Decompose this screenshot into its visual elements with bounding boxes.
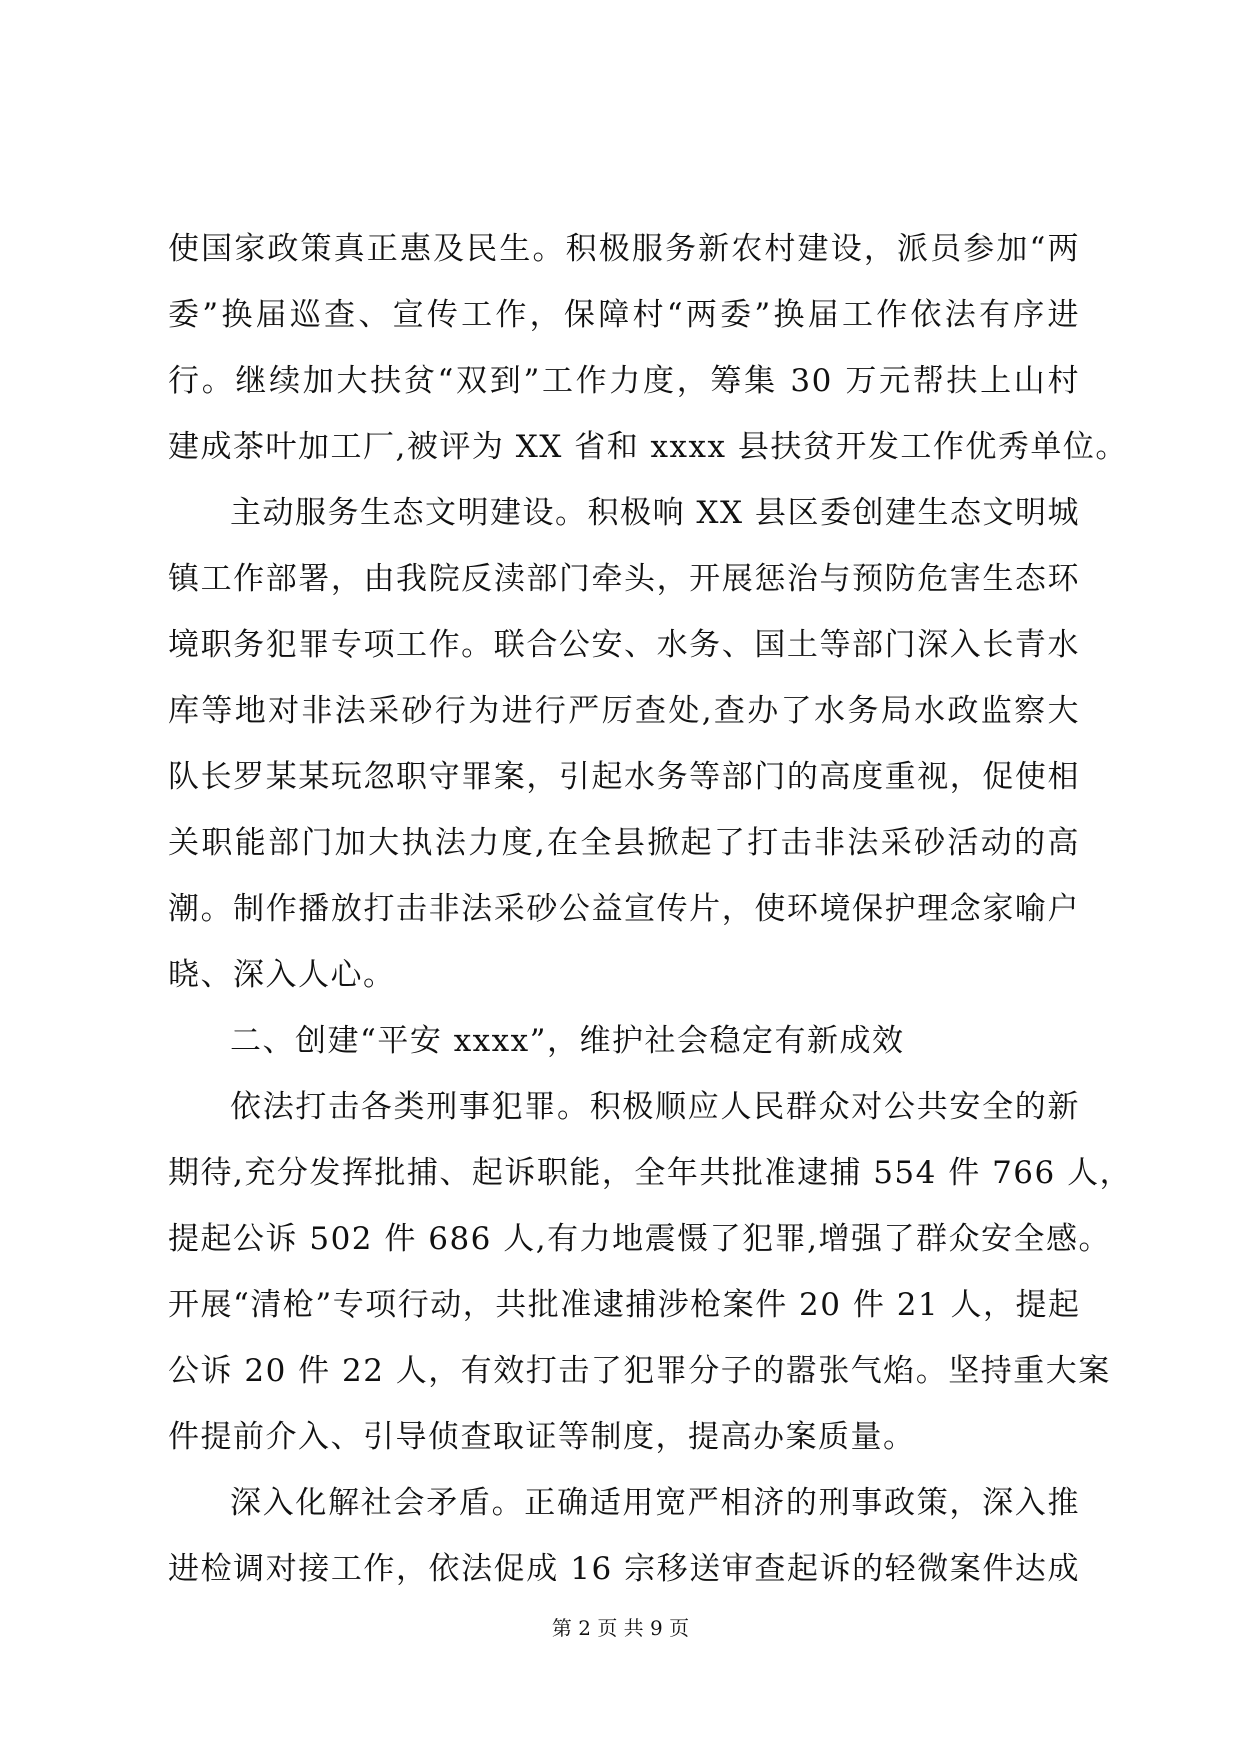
section-heading: 二、创建“平安 xxxx”，维护社会稳定有新成效 <box>230 1023 905 1059</box>
text-line: 进检调对接工作，依法促成 16 宗移送审查起诉的轻微案件达成 <box>168 1551 1080 1587</box>
text-line: 关职能部门加大执法力度,在全县掀起了打击非法采砂活动的高 <box>168 825 1080 861</box>
text-line: 委”换届巡查、宣传工作，保障村“两委”换届工作依法有序进 <box>168 297 1080 333</box>
text-line: 件提前介入、引导侦查取证等制度，提高办案质量。 <box>168 1419 916 1455</box>
paragraph-first-line: 深入化解社会矛盾。正确适用宽严相济的刑事政策，深入推 <box>230 1485 1080 1521</box>
text-line: 提起公诉 502 件 686 人,有力地震慑了犯罪,增强了群众安全感。 <box>168 1221 1111 1257</box>
text-line: 晓、深入人心。 <box>168 957 396 993</box>
text-line: 队长罗某某玩忽职守罪案，引起水务等部门的高度重视，促使相 <box>168 759 1080 795</box>
text-line: 境职务犯罪专项工作。联合公安、水务、国土等部门深入长青水 <box>168 627 1080 663</box>
text-line: 库等地对非法采砂行为进行严厉查处,查办了水务局水政监察大 <box>168 693 1080 729</box>
text-line: 开展“清枪”专项行动，共批准逮捕涉枪案件 20 件 21 人，提起 <box>168 1287 1081 1323</box>
page-number-footer: 第 2 页 共 9 页 <box>551 1616 690 1640</box>
text-line: 公诉 20 件 22 人，有效打击了犯罪分子的嚣张气焰。坚持重大案 <box>168 1353 1111 1389</box>
paragraph-first-line: 依法打击各类刑事犯罪。积极顺应人民群众对公共安全的新 <box>230 1089 1080 1125</box>
text-line: 镇工作部署，由我院反渎部门牵头，开展惩治与预防危害生态环 <box>168 561 1080 597</box>
text-line: 期待,充分发挥批捕、起诉职能，全年共批准逮捕 554 件 766 人， <box>168 1155 1133 1191</box>
text-line: 使国家政策真正惠及民生。积极服务新农村建设，派员参加“两 <box>168 231 1080 267</box>
text-line: 建成茶叶加工厂,被评为 XX 省和 xxxx 县扶贫开发工作优秀单位。 <box>168 429 1128 465</box>
text-line: 行。继续加大扶贫“双到”工作力度，筹集 30 万元帮扶上山村 <box>168 363 1080 399</box>
paragraph-first-line: 主动服务生态文明建设。积极响 XX 县区委创建生态文明城 <box>230 495 1080 531</box>
text-line: 潮。制作播放打击非法采砂公益宣传片，使环境保护理念家喻户 <box>168 891 1080 927</box>
